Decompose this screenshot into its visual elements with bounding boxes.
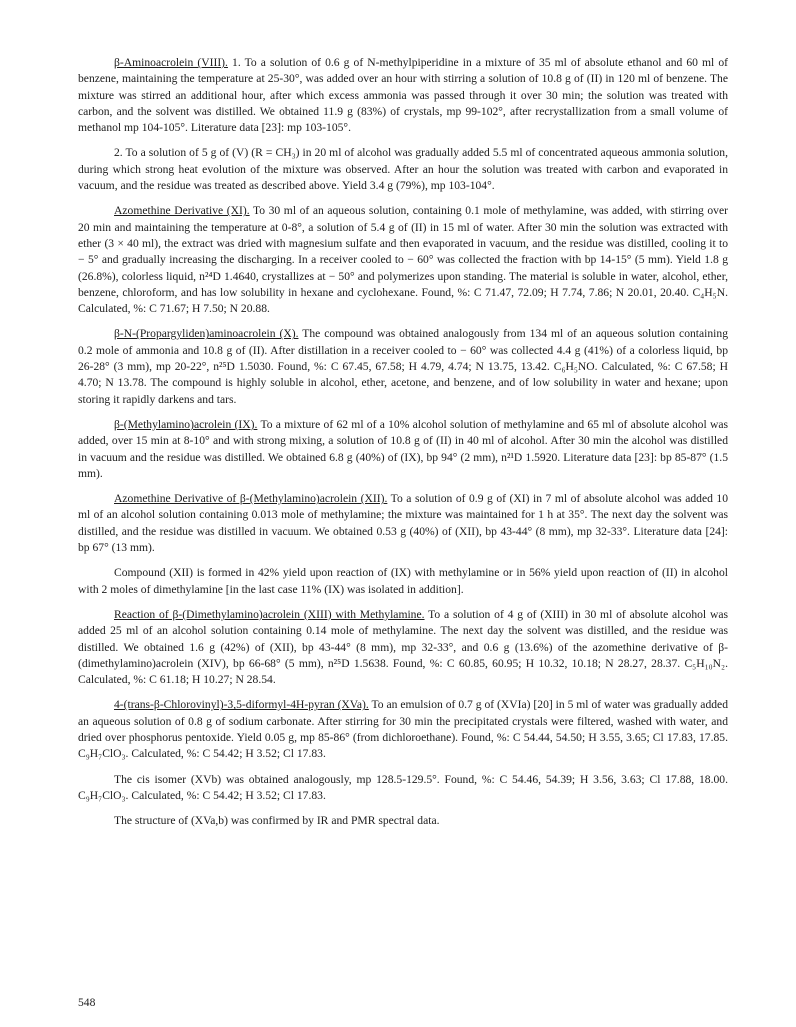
section-title: β-Aminoacrolein (VIII). (114, 56, 228, 69)
paragraph-text: To a solution of 0.9 g of (XI) in 7 ml of absolute alcohol was added 10 ml of an alcohol solution containing 0.013 mole of methylamine; the mixture was maintained for 1 h at 35°. The next day the solvent was distilled, and the residue was distilled in vacuum. We obtained 0.53 g (40%) of (XII), bp 43-44° (8 mm), mp 32-33°. Literature data [24]: bp 67° (13 mm). (78, 492, 729, 555)
page-number: 548 (78, 996, 96, 1009)
paragraph-cis-isomer (78, 772, 728, 805)
paragraph-text: Compound (XII) is formed in 42% yield upon reaction of (IX) with methylamine or in 56% yield upon reaction of (II) in alcohol with 2 moles of dimethylamine [in the last case 11% (IX) was isolated in addition]. (78, 566, 728, 596)
paragraph-reaction-xiii (78, 607, 728, 688)
paragraph-text: To an emulsion of 0.7 g of (XVIa) [20] in 5 ml of water was gradually added an aqueous solution of 0.8 g of sodium carbonate. After stirring for 30 min the precipitated crystals were filtered, washed with water, and dried over phosphorus pentoxide. Yield 0.05 g, mp 85-86° (from dichloroethane). Found, %: C 54.44, 54.50; H 3.55, 3.65; Cl 17.83, 17.85. C₉H₇ClO₃. Calculated, %: C 54.42; H 3.52; Cl 17.83. (78, 698, 728, 761)
section-title: β-(Methylamino)acrolein (IX). (114, 417, 258, 431)
paragraph-text: 2. To a solution of 5 g of (V) (R = CH₃) in 20 ml of alcohol was gradually added 5.5 ml of concentrated aqueous ammonia solution, during which strong heat evolution of the mixture was observed. After an hour the solution was treated with carbon and evaporated in vacuum, and the residue was treated as described above. Yield 3.4 g (79%), mp 103-104°. (78, 146, 728, 193)
paragraph-propargyliden (78, 326, 728, 407)
section-title: Azomethine Derivative (XI). (114, 204, 250, 218)
paragraph-text: The cis isomer (XVb) was obtained analogously, mp 128.5-129.5°. Found, %: C 54.46, 54.39; H 3.56, 3.63; Cl 17.88, 18.00. C₉H₇ClO₃. Calculated, %: C 54.42; H 3.52; Cl 17.83. (78, 772, 728, 802)
section-title: Azomethine Derivative of β-(Methylamino)acrolein (XII). (114, 492, 388, 506)
section-title: 4-(trans-β-Chlorovinyl)-3,5-diformyl-4H-pyran (XVa). (114, 698, 369, 712)
paragraph-text: 1. To a solution of 0.6 g of N-methylpiperidine in a mixture of 35 ml of absolute ethanol and 60 ml of benzene, maintaining the temperature at 25-30°, was added over an hour with stirring a solution of 10.8 g of (II) in 120 ml of benzene. The mixture was stirred an additional hour, after which excess ammonia was passed through it over 30 min; the solution was treated with carbon, and the solvent was distilled. We obtained 11.9 g (83%) of crystals, mp 99-102°, after recrystallization from a small volume of methanol mp 104-105°. Literature data [23]: mp 103-105°. (78, 56, 728, 135)
paragraph-text: To 30 ml of an aqueous solution, containing 0.1 mole of methylamine, was added, with stirring over 20 min and maintaining the temperature at 0-8°, a solution of 5.4 g of (II) in 15 ml of water. After 30 min the solution was extracted with ether (3 × 40 ml), the extract was dried with magnesium sulfate and then evaporated in vacuum, and the residue was distilled, cooling it to − 5° and gradually increasing the discharging. In a receiver cooled to − 60° was collected the fraction with bp 14-15° (5 mm). Yield 1.8 g (26.8%), colorless liquid, n²⁴D 1.4640, crystallizes at − 50° and polymerizes upon standing. The material is soluble in water, alcohol, ether, benzene, chloroform, and has low solubility in hexane and cyclohexane. Found, %: C 71.47, 72.09; H 7.74, 7.86; N 20.01, 20.40. C₄H₅N. Calculated, %: C 71.67; H 7.50; N 20.88. (78, 204, 728, 316)
text-body (78, 55, 728, 838)
paragraph-compound-xii (78, 565, 728, 598)
paragraph-text: To a solution of 4 g of (XIII) in 30 ml of absolute alcohol was added 25 ml of an alcohol solution containing 0.14 mole of methylamine. The next day the solvent was distilled, and the residue was distilled. We obtained 1.6 g (42%) of (XII), bp 43-44° (8 mm), mp 32-33°, and 0.6 g (13.6%) of the azomethine derivative of β-(dimethylamino)acrolein (XIV), bp 66-68° (5 mm), n²⁵D 1.5638. Found, %: C 60.85, 60.95; H 10.32, 10.18; N 28.27, 28.37. C₅H₁₀N₂. Calculated, %: C 61.18; H 10.27; N 28.54. (78, 607, 728, 687)
paragraph-chlorovinyl-pyran (78, 697, 728, 762)
section-title: β-N-(Propargyliden)aminoacrolein (X). (114, 327, 299, 341)
paragraph-aminoacrolein (78, 55, 728, 136)
paragraph-method-2 (78, 145, 728, 194)
paragraph-methylaminoacrolein (78, 417, 728, 482)
paragraph-text: The structure of (XVa,b) was confirmed by IR and PMR spectral data. (114, 814, 440, 828)
paragraph-text: To a mixture of 62 ml of a 10% alcohol solution of methylamine and 65 ml of absolute alcohol was added, over 15 min at 8-10° and with strong mixing, a solution of 10.8 g of (II) in 40 ml of alcohol. After 30 min the alcohol was distilled in vacuum and the residue was distilled. We obtained 6.8 g (40%) of (IX), bp 94° (2 mm), n²¹D 1.5920. Literature data [23]: bp 85-87° (1.5 mm). (78, 417, 728, 480)
paragraph-structure (78, 813, 728, 829)
paragraph-azomethine-methylamino (78, 491, 728, 556)
paragraph-azomethine-derivative (78, 203, 728, 317)
paragraph-text: The compound was obtained analogously from 134 ml of an aqueous solution containing 0.2 mole of ammonia and 10.8 g of (II). After distillation in a receiver cooled to − 60° was collected 4.4 g (41%) of a colorless liquid, bp 26-28° (3 mm), mp 20-22°, n²⁵D 1.5030. Found, %: C 67.45, 67.58; H 4.79, 4.74; N 13.75, 13.42. C₆H₅NO. Calculated, %: C 67.58; H 4.70; N 13.78. The compound is highly soluble in alcohol, ether, acetone, and benzene, and of low solubility in water and hexane; upon storing it rapidly darkens and tars. (78, 327, 728, 406)
section-title: Reaction of β-(Dimethylamino)acrolein (XIII) with Methylamine. (114, 607, 425, 621)
